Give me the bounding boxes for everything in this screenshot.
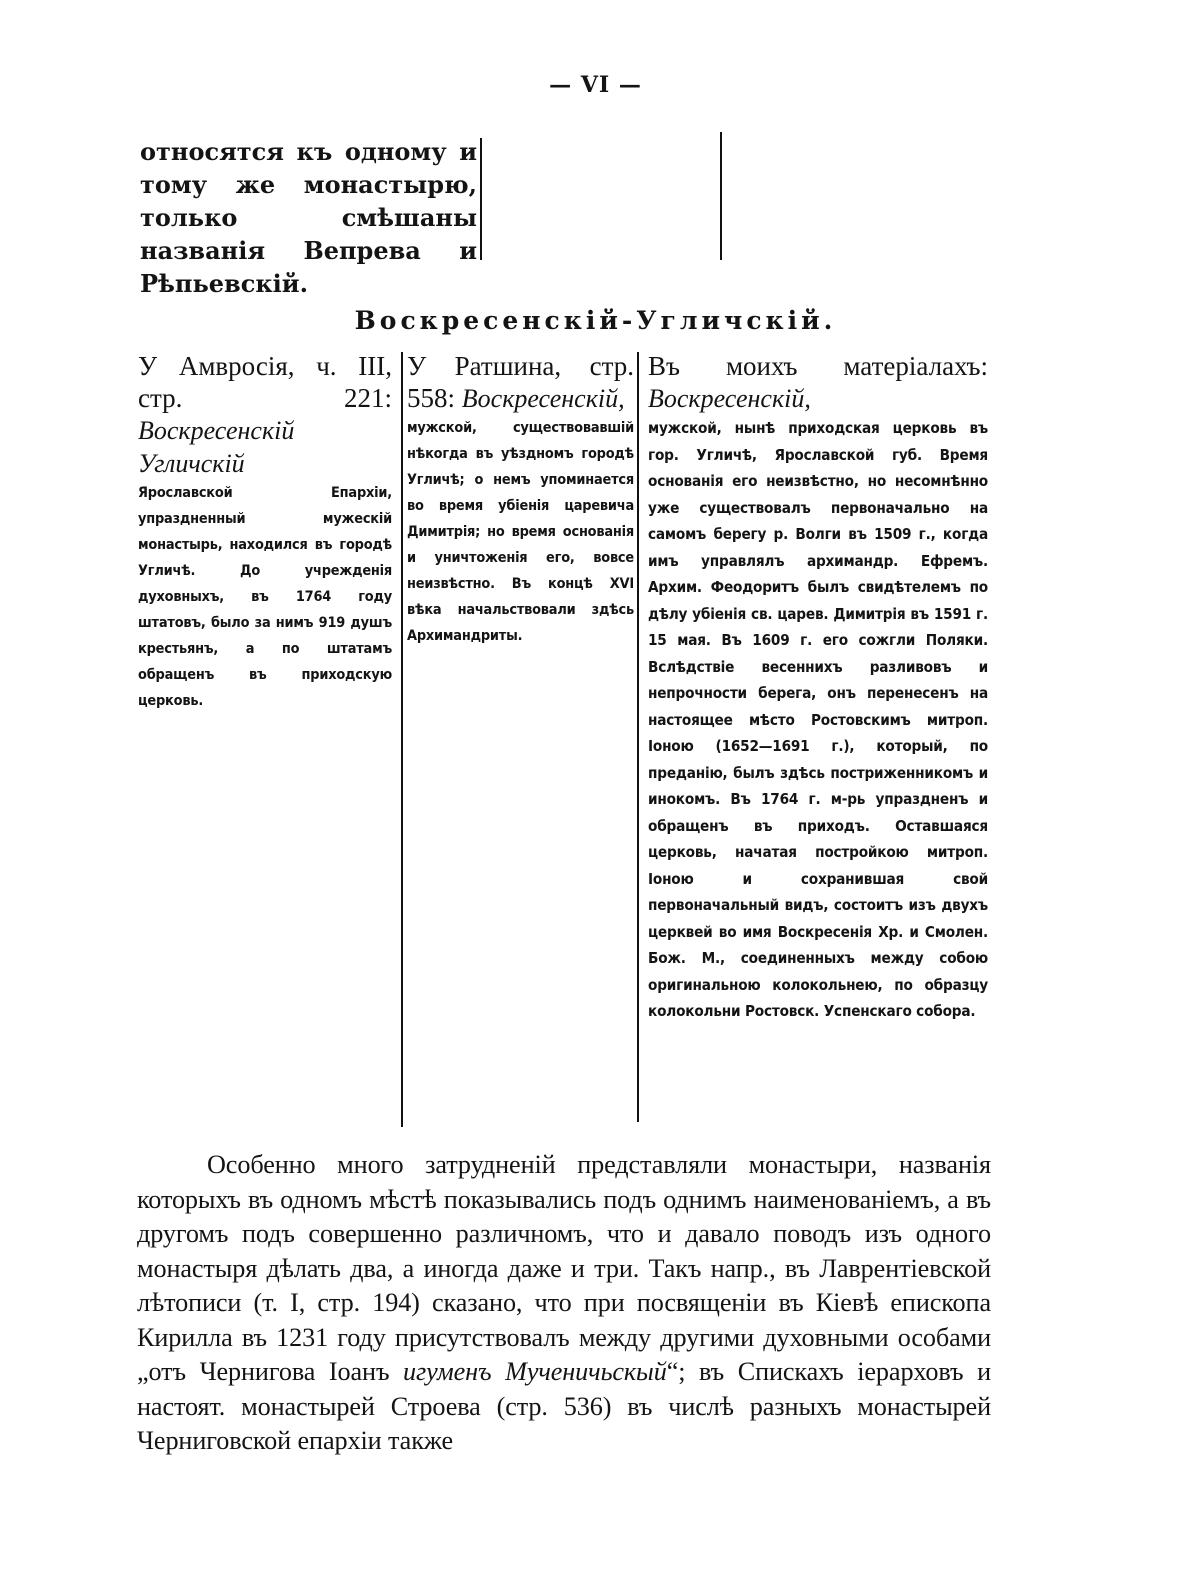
column-ratshin [407,350,634,710]
column-lead-italic: Воскресенскій, [461,384,625,413]
column-divider [401,352,403,1127]
column-divider [720,132,722,260]
column-lead-italic: Воскресенскій Угличскій [138,416,295,478]
column-lead: Въ моихъ матеріалахъ: [648,351,988,381]
main-paragraph [137,1148,991,1459]
paragraph-italic: игуменъ Мученичьскый [403,1357,667,1386]
paragraph-text: Особенно много затрудненій представляли монастыри, названія которыхъ въ одномъ мѣстѣ показывались подъ однимъ наименованіемъ, а въ другомъ подъ совершенно различномъ, что и давало поводъ изъ одного монастыря дѣлать два, а иногда даже и три. Такъ напр., въ Лаврентіевской лѣтописи (т. I, стр. 194) сказано, что при посвященіи въ Кіевѣ епископа Кирилла въ 1231 году присутствовалъ между другими духовными особами „отъ Чернигова Іоанъ [137,1150,991,1386]
continuation-text: относятся къ одному и тому же монастырю, только смѣшаны названія Вепрева и Рѣпьевскій. [140,137,477,298]
column-divider [480,138,482,260]
column-body: мужской, существовавшій нѣкогда въ уѣздномъ городѣ Угличѣ; о немъ упоминается во время убіенія царевича Димитрія; но время основанія и уничтоженія его, вовсе неизвѣстно. Въ концѣ XVI вѣка начальствовали здѣсь Архимандриты. [407,420,634,644]
column-lead: У Амвросія, ч. III, стр. 221: [138,351,392,413]
paragraph-text-end: “; въ Спискахъ іерарховъ и настоят. монастырей Строева (стр. 536) въ числѣ разныхъ монастырей Черниговской епархіи также [137,1357,992,1455]
column-body: Ярославской Епархіи, упраздненный мужескій монастырь, находился въ городѣ Угличѣ. До учрежденія духовныхъ, въ 1764 году штатовъ, было за нимъ 919 душъ крестьянъ, а по штатамъ обращенъ въ приходскую церковь. [138,485,392,709]
column-body: мужской, нынѣ приходская церковь въ гор. Угличѣ, Ярославской губ. Время основанія его неизвѣстно, но несомнѣнно уже существовалъ первоначально на самомъ берегу р. Волги въ 1509 г., когда имъ управлялъ архимандр. Ефремъ. Архим. Феодоритъ былъ свидѣтелемъ по дѣлу убіенія св. царев. Димитрія въ 1591 г. 15 мая. Въ 1609 г. его сожгли Поляки. Вслѣдствіе весеннихъ разливовъ и непрочности берега, онъ перенесенъ на настоящее мѣсто Ростовскимъ митроп. Іоною (1652—1691 г.), который, по преданію, былъ здѣсь постриженникомъ и инокомъ. Въ 1764 г. м-рь упраздненъ и обращенъ въ приходъ. Оставшаяся церковь, начатая постройкою митроп. Іоною и сохранившая свой первоначальный видъ, состоитъ изъ двухъ церквей во имя Воскресенія Хр. и Смолен. Бож. М., соединенныхъ между собою оригинальною колокольнею, по образцу колокольни Ростовск. Успенскаго собора. [648,419,988,1020]
column-lead-italic: Воскресенскій, [648,384,811,413]
page-number: — VI — [549,72,642,98]
column-ambrosius [138,350,392,730]
column-my-materials [648,350,988,1135]
section-title: Воскресенскій-Угличскій. [354,306,837,335]
column-divider [637,352,639,1122]
column-lead: У Ратшина, стр. 558: [407,351,634,413]
